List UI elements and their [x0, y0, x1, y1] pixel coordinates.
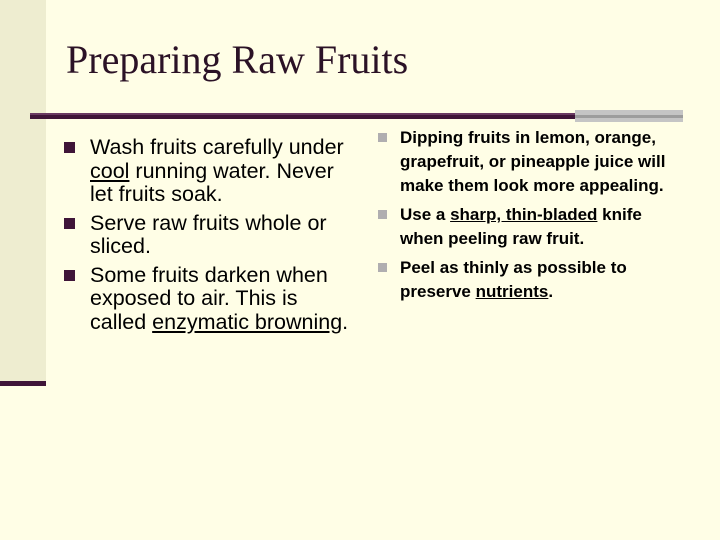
list-item	[378, 256, 678, 304]
bullet-underlined-text: enzymatic browning	[152, 309, 343, 334]
bullet-underlined-text: nutrients	[475, 282, 549, 301]
square-bullet-icon	[378, 210, 387, 219]
bullet-underlined-text: sharp, thin-bladed	[450, 205, 598, 224]
list-item	[378, 126, 678, 198]
list-item	[64, 264, 354, 335]
bullet-text: Peel as thinly as possible to preserve	[400, 258, 627, 301]
slide-title: Preparing Raw Fruits	[66, 37, 409, 82]
list-item	[64, 136, 354, 207]
bullet-text: Serve raw fruits whole or sliced.	[90, 210, 327, 258]
bullet-text: knife when peeling raw fruit.	[400, 205, 642, 248]
bullet-text: Use a	[400, 205, 451, 224]
bullet-text: Dipping fruits in lemon, orange, grapefruit, or pineapple juice will make them look more appealing.	[400, 128, 666, 195]
square-bullet-icon	[378, 263, 387, 272]
right-bullet-list	[378, 126, 678, 309]
bullet-text: running water. Never let fruits soak.	[90, 158, 334, 206]
left-bullet-list	[64, 136, 354, 339]
bullet-underlined-text: cool	[90, 158, 130, 183]
square-bullet-icon	[64, 270, 75, 281]
title-area	[46, 0, 720, 116]
square-bullet-icon	[378, 133, 387, 142]
bullet-text: Wash fruits carefully under	[90, 135, 344, 159]
square-bullet-icon	[64, 218, 75, 229]
bullet-text: Some fruits darken when exposed to air. This is called	[90, 262, 328, 334]
square-bullet-icon	[64, 142, 75, 153]
bullet-text: .	[342, 309, 349, 334]
left-accent-band	[0, 0, 46, 385]
title-divider-gray-line	[575, 115, 683, 118]
left-accent-band-bottom	[0, 381, 46, 386]
list-item	[378, 203, 678, 251]
list-item	[64, 212, 354, 259]
title-divider-highlight	[30, 113, 670, 115]
bullet-text: .	[548, 282, 554, 301]
